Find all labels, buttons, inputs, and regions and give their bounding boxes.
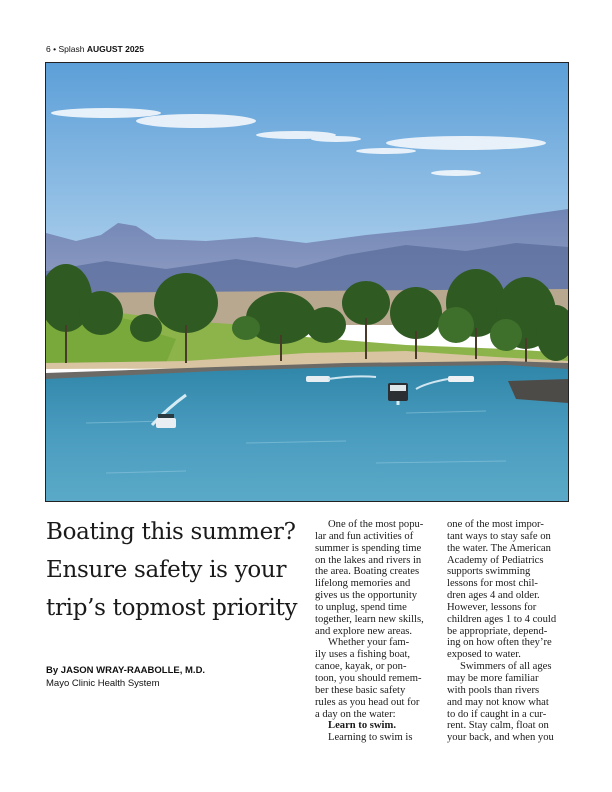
- text-line: Academy of Pediatrics: [447, 554, 544, 566]
- text-line: a day on the water:: [315, 708, 396, 720]
- text-line: dren ages 4 and older.: [447, 590, 540, 602]
- text-line: supports swimming: [447, 566, 531, 578]
- folio-separator: •: [53, 44, 57, 54]
- page-number: 6: [46, 44, 51, 54]
- subhead-learn-to-swim: Learn to swim.: [328, 720, 396, 732]
- article-column-1: [315, 519, 425, 744]
- text-line: together, learn new skills,: [315, 613, 424, 625]
- text-line: to unplug, spend time: [315, 601, 407, 613]
- text-line: rules as you head out for: [315, 696, 420, 708]
- text-line: summer is spending time: [315, 542, 422, 554]
- article-column-2: [447, 519, 557, 744]
- text-line: toon, you should remem-: [315, 672, 422, 684]
- text-line: the area. Boating creates: [315, 566, 420, 578]
- text-line: on the lakes and rivers in: [315, 554, 422, 566]
- text-line: and may not know what: [447, 696, 549, 708]
- text-line: tant ways to stay safe on: [447, 530, 551, 542]
- text-line: one of the most impor-: [447, 519, 544, 530]
- lake-scene-illustration: [46, 63, 568, 501]
- page-folio: [46, 44, 144, 54]
- text-line: may be more familiar: [447, 672, 539, 684]
- text-line: exposed to water.: [447, 649, 521, 661]
- text-line: with pools than rivers: [447, 684, 540, 696]
- text-line: ber these basic safety: [315, 684, 406, 696]
- text-line: ing on how often they’re: [447, 637, 552, 649]
- text-line: gives us the opportunity: [315, 590, 418, 602]
- author-name: JASON WRAY-RAABOLLE, M.D.: [60, 665, 206, 676]
- section-name: Splash: [58, 44, 85, 54]
- lake-water: [46, 365, 568, 501]
- text-line: Swimmers of all ages: [460, 661, 552, 673]
- text-line: lar and fun activities of: [315, 530, 414, 542]
- text-line: the water. The American: [447, 542, 551, 554]
- byline: [46, 664, 205, 690]
- text-line: to do if caught in a cur-: [447, 708, 547, 720]
- text-line: your back, and when you: [447, 732, 554, 744]
- text-line: However, lessons for: [447, 601, 537, 613]
- text-line: canoe, kayak, or pon-: [315, 661, 407, 673]
- text-line: ily uses a fishing boat,: [315, 649, 411, 661]
- text-line: rent. Stay calm, float on: [447, 720, 549, 732]
- byline-prefix: By: [46, 665, 59, 676]
- headline-line: Boating this summer?: [46, 519, 296, 545]
- text-line: One of the most popu-: [328, 519, 424, 530]
- headline-line: trip’s topmost priority: [46, 595, 298, 621]
- author-affiliation: Mayo Clinic Health System: [46, 678, 160, 689]
- text-line: lessons for most chil-: [447, 578, 538, 590]
- article-headline: [46, 513, 301, 627]
- text-line: and explore new areas.: [315, 625, 413, 637]
- headline-line: Ensure safety is your: [46, 557, 287, 583]
- text-line: Whether your fam-: [328, 637, 410, 649]
- lake-photo: [45, 62, 569, 502]
- text-line: be appropriate, depend-: [447, 625, 548, 637]
- issue-date: AUGUST 2025: [86, 44, 145, 54]
- text-line: lifelong memories and: [315, 578, 411, 590]
- text-line: children ages 1 to 4 could: [447, 613, 557, 625]
- text-line: Learning to swim is: [328, 732, 413, 744]
